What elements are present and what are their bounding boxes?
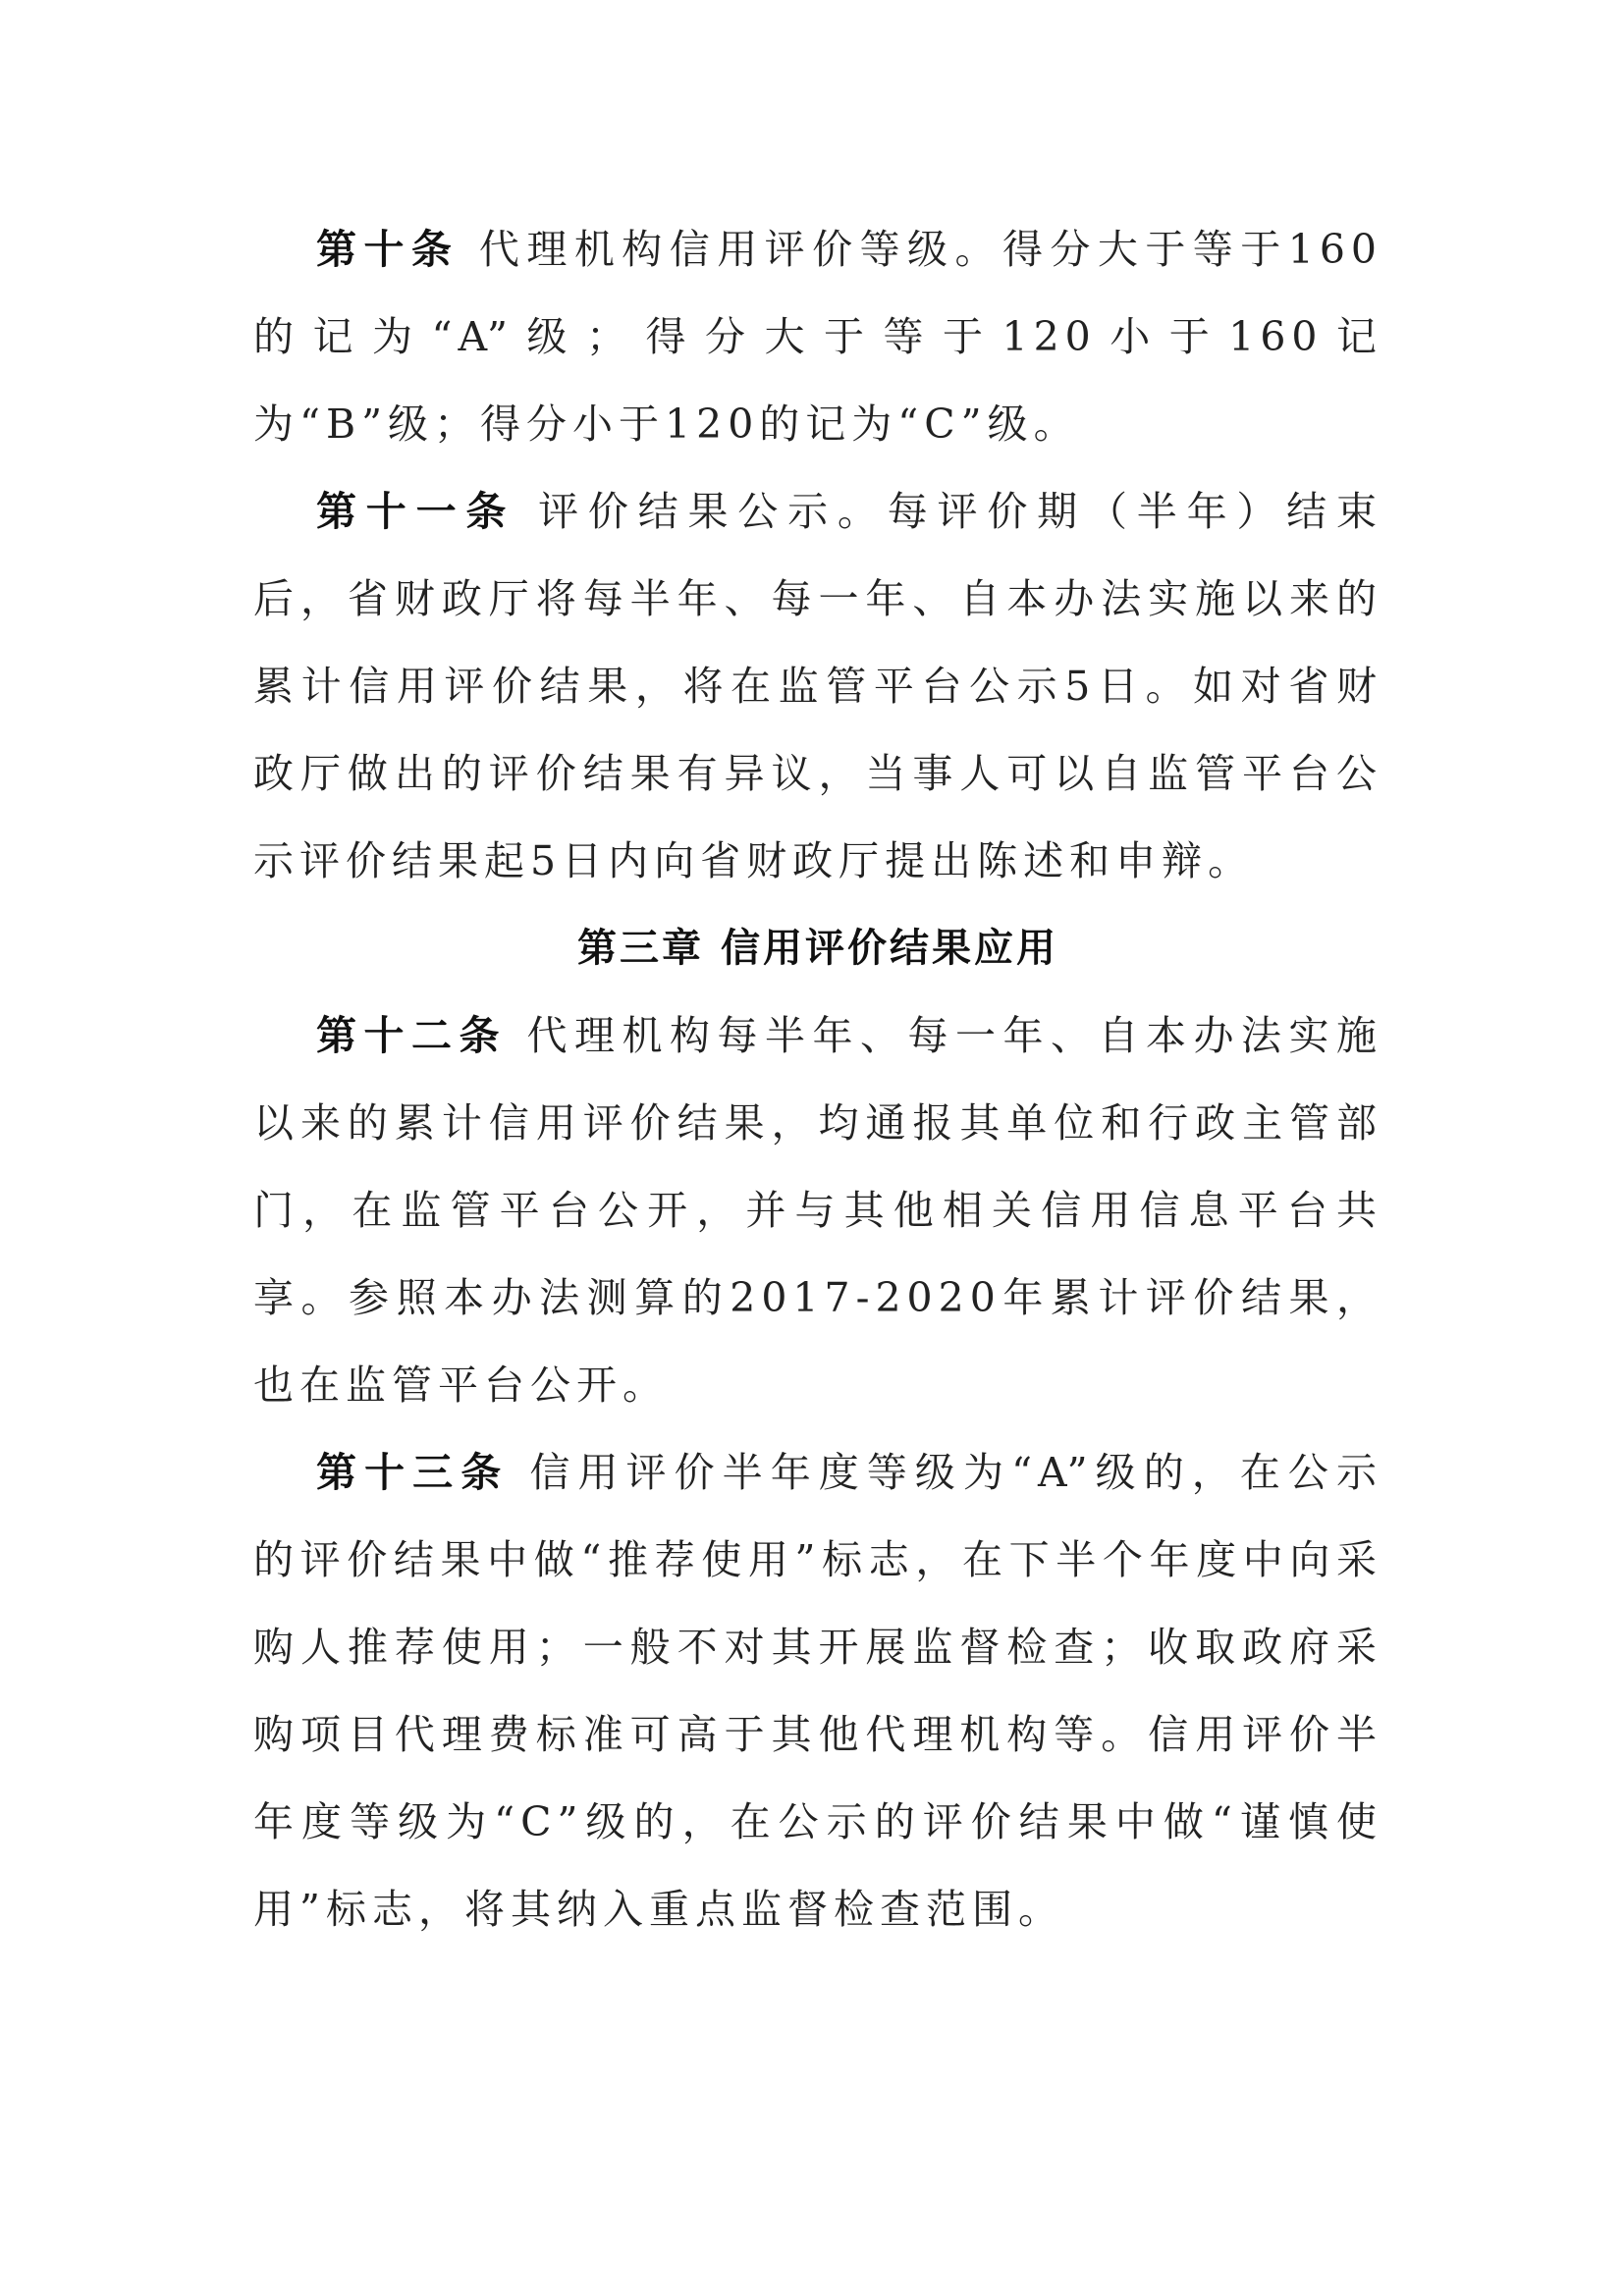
article-13-label: 第十三条 [316,1449,510,1496]
article-12-label: 第十二条 [316,1012,507,1059]
article-10 [253,206,1382,468]
article-10-label: 第十条 [316,226,460,273]
article-10-text: 代理机构信用评价等级。得分大于等于160的记为“A”级；得分大于等于120小于160记为“B”级；得分小于120的记为“C”级。 [253,226,1382,448]
article-11 [253,468,1382,905]
article-12 [253,992,1382,1429]
chapter-heading: 第三章 信用评价结果应用 [577,926,1058,971]
article-13 [253,1429,1382,1953]
document-body [253,206,1382,1953]
article-11-text: 评价结果公示。每评价期（半年）结束后，省财政厅将每半年、每一年、自本办法实施以来的累计信用评价结果，将在监管平台公示5日。如对省财政厅做出的评价结果有异议，当事人可以自监管平台公示评价结果起5日内向省财政厅提出陈述和申辩。 [253,488,1382,884]
article-12-text: 代理机构每半年、每一年、自本办法实施以来的累计信用评价结果，均通报其单位和行政主管部门，在监管平台公开，并与其他相关信用信息平台共享。参照本办法测算的2017-2020年累计评价结果，也在监管平台公开。 [253,1012,1382,1409]
article-13-text: 信用评价半年度等级为“A”级的，在公示的评价结果中做“推荐使用”标志，在下半个年度中向采购人推荐使用；一般不对其开展监督检查；收取政府采购项目代理费标准可高于其他代理机构等。信用评价半年度等级为“C”级的，在公示的评价结果中做“谨慎使用”标志，将其纳入重点监督检查范围。 [253,1449,1382,1933]
article-11-label: 第十一条 [316,488,516,535]
